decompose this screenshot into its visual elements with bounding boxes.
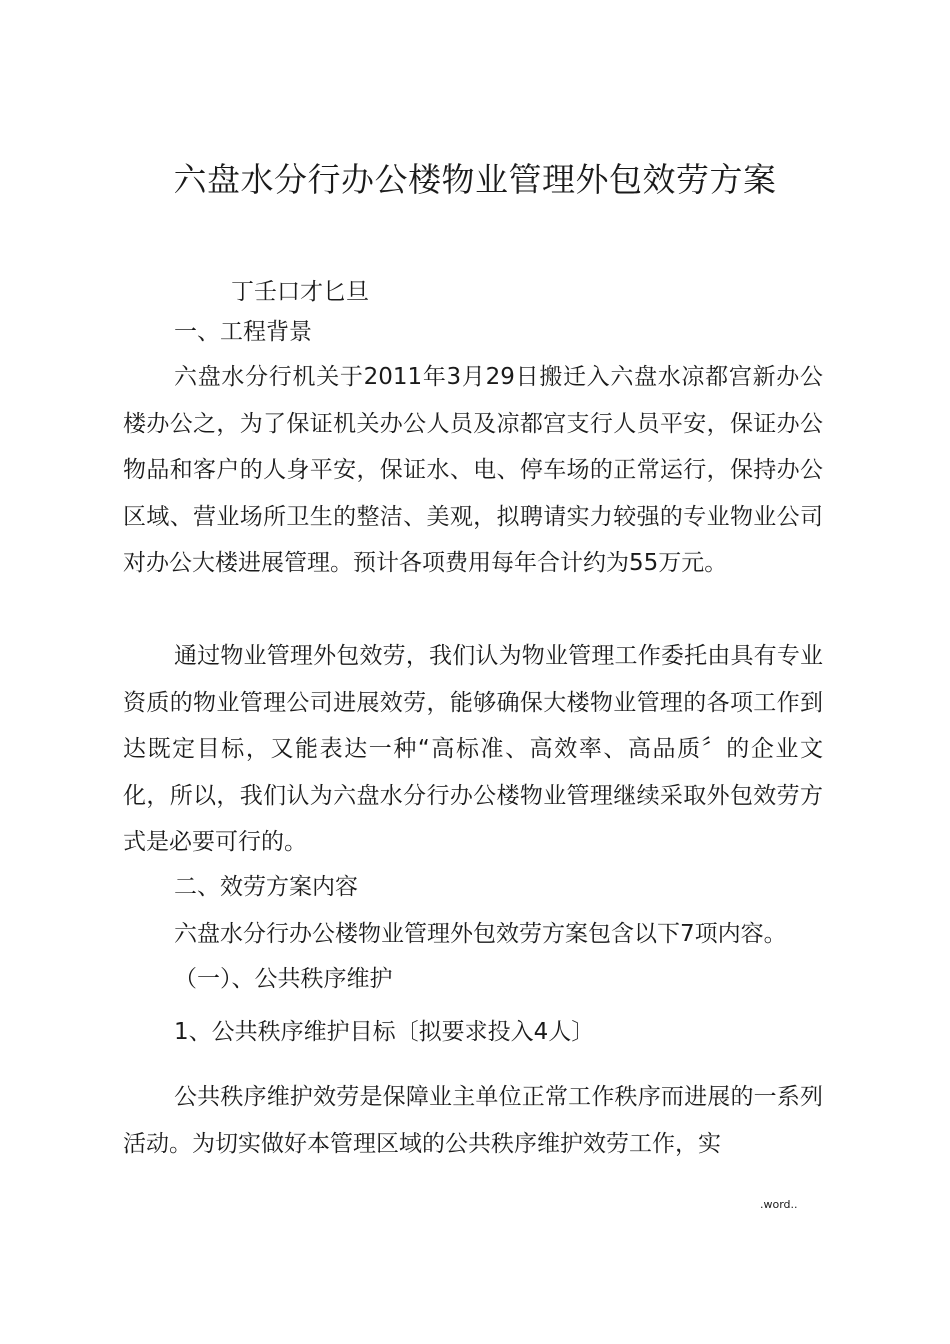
section-heading-background: 一、工程背景 [174,319,312,345]
garbled-line: 丁壬口才匕旦 [231,279,369,305]
item-heading-public-order-goal: 1、公共秩序维护目标〔拟要求投入4人〕 [174,1019,595,1045]
document-title: 六盘水分行办公楼物业管理外包效劳方案 [173,160,777,199]
page-footer: .word.. [760,1198,798,1211]
subsection-heading-public-order: （一）、公共秩序维护 [174,966,393,992]
section-intro: 六盘水分行办公楼物业管理外包效劳方案包含以下7项内容。 [174,921,787,947]
paragraph-outsourcing-rationale: 通过物业管理外包效劳，我们认为物业管理工作委托由具有专业资质的物业管理公司进展效劳，能够确保大楼物业管理的各项工作到达既定目标，又能表达一种“高标准、高效率、高品质〞的企业文化，所以，我们认为六盘水分行办公楼物业管理继续采取外包效劳方式是必要可行的。 [123,643,823,855]
section-heading-service-plan: 二、效劳方案内容 [174,874,358,900]
paragraph-background: 六盘水分行机关于2011年3月29日搬迁入六盘水凉都宫新办公楼办公之，为了保证机关办公人员及凉都宫支行人员平安，保证办公物品和客户的人身平安，保证水、电、停车场的正常运行，保持办公区域、营业场所卫生的整洁、美观，拟聘请实力较强的专业物业公司对办公大楼进展管理。预计各项费用每年合计约为55万元。 [123,364,823,576]
paragraph-public-order: 公共秩序维护效劳是保障业主单位正常工作秩序而进展的一系列活动。为切实做好本管理区域的公共秩序维护效劳工作，实 [123,1084,823,1157]
